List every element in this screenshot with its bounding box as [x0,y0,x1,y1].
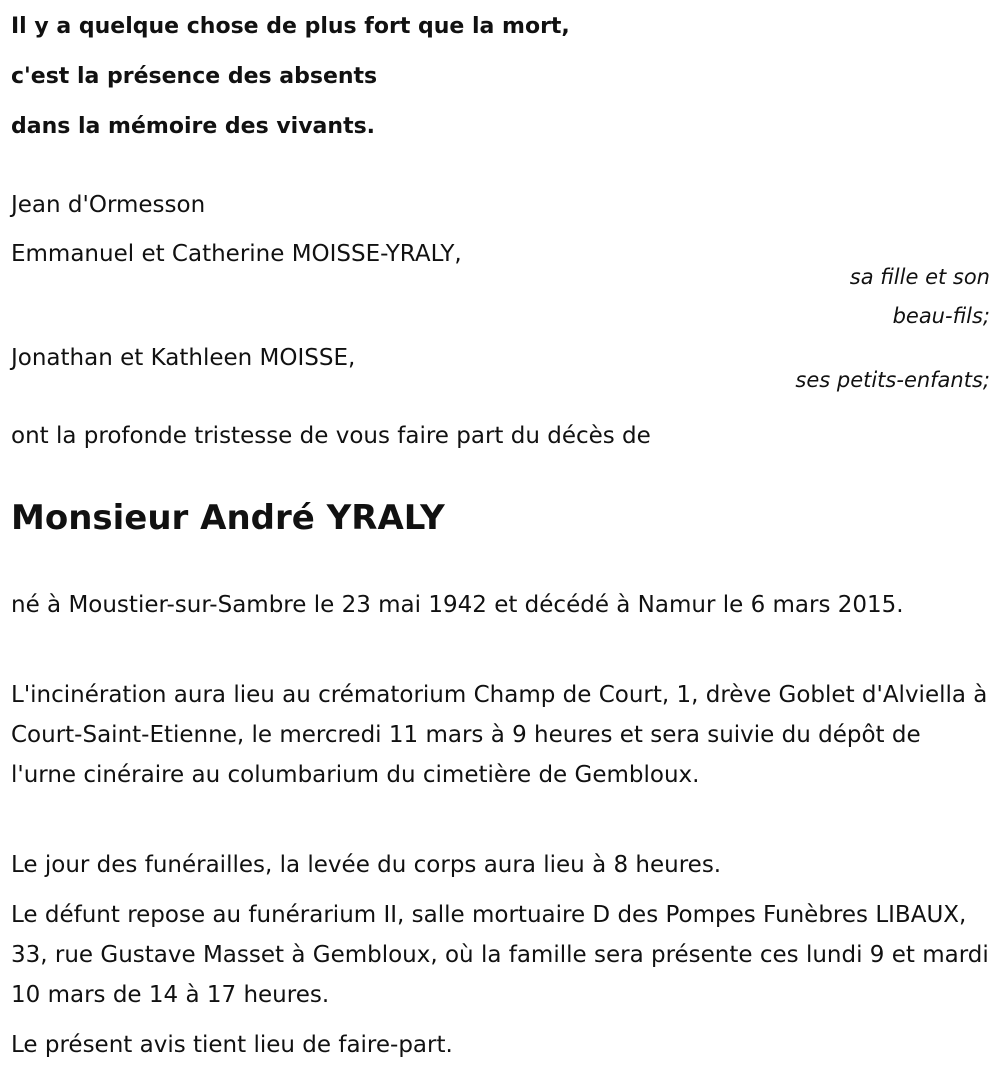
deceased-name: Monsieur André YRALY [11,498,445,538]
family-names-grandchildren: Jonathan et Kathleen MOISSE, [11,345,356,371]
family-relation-grandchildren [795,361,990,400]
announcement-text: ont la profonde tristesse de vous faire part du décès de [11,423,651,449]
relation-line: beau-fils; [892,304,990,328]
quote-block [11,2,570,152]
relation-line: sa fille et son [849,265,990,289]
quote-line: c'est la présence des absents [11,64,378,89]
birth-death-dates: né à Moustier-sur-Sambre le 23 mai 1942 et décédé à Namur le 6 mars 2015. [11,592,904,618]
family-names-daughter: Emmanuel et Catherine MOISSE-YRALY, [11,241,462,267]
quote-author: Jean d'Ormesson [11,192,206,218]
quote-line: dans la mémoire des vivants. [11,114,376,139]
relation-line: ses petits-enfants; [795,368,990,392]
funeral-details: Le jour des funérailles, la levée du corps aura lieu à 8 heures. [11,852,722,878]
family-relation-daughter [850,258,990,336]
funerarium-details: Le défunt repose au funérarium II, salle mortuaire D des Pompes Funèbres LIBAUX, 33, rue Gustave Masset à Gembloux, où la famille sera présente ces lundi 9 et mardi 10 mars de 14 à 17 heures. [11,902,989,1008]
quote-line: Il y a quelque chose de plus fort que la mort, [11,14,570,39]
cremation-details: L'incinération aura lieu au crématorium Champ de Court, 1, drève Goblet d'Alviella à Court-Saint-Etienne, le mercredi 11 mars à 9 heures et sera suivie du dépôt de l'urne cinéraire au columbarium du cimetière de Gembloux. [11,682,988,788]
closing-note: Le présent avis tient lieu de faire-part. [11,1032,453,1058]
